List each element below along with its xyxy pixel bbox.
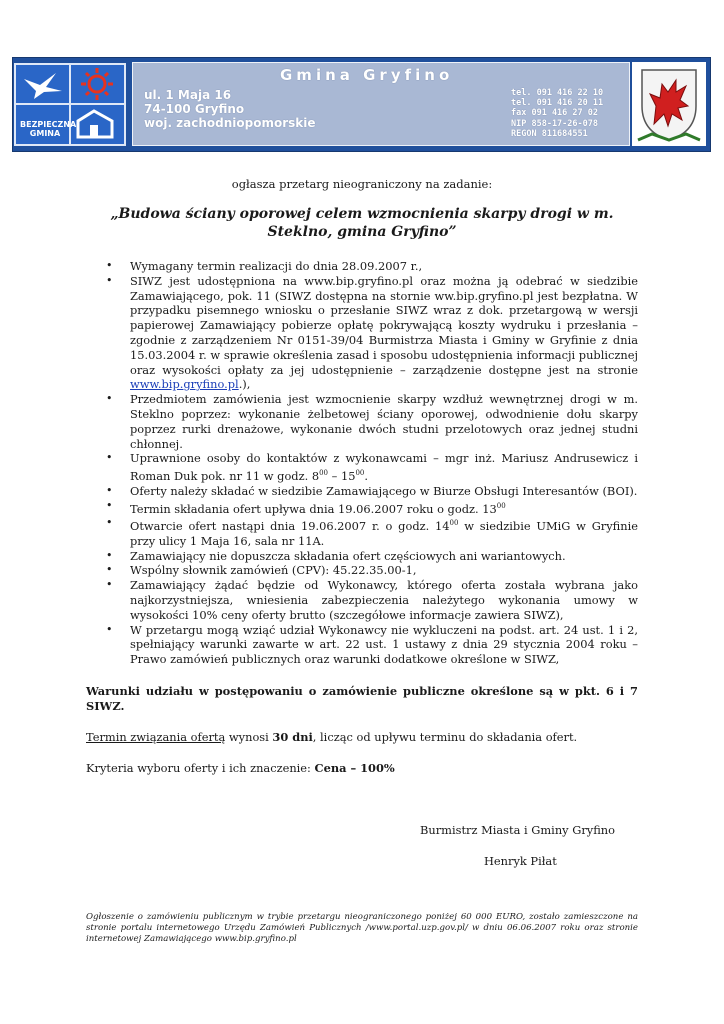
- item-text: Termin składania ofert upływa dnia 19.06.2007 roku o godz. 13: [130, 501, 497, 516]
- binding-period: [86, 730, 638, 744]
- address-line: woj. zachodniopomorskie: [144, 116, 316, 130]
- list-item: [104, 484, 638, 499]
- bullet-icon: •: [106, 578, 113, 592]
- item-text: Zamawiający nie dopuszcza składania ofert częściowych ani wariantowych.: [130, 548, 566, 563]
- item-text: – 15: [328, 468, 356, 483]
- intro-text: ogłasza przetarg nieograniczony na zadanie:: [231, 177, 493, 191]
- bullet-icon: •: [106, 273, 113, 287]
- item-text: W przetargu mogą wziąć udział Wykonawcy nie wykluczeni na podst. art. 24 ust. 1 i 2, spełniający warunki zawarte w art. 22 ust. 1 ustawy z dnia 29 stycznia 2004 roku – Prawo zamówień publicznych oraz warunki dodatkowe określone w SIWZ,: [130, 622, 638, 667]
- list-item: [104, 549, 638, 564]
- bullet-icon: •: [106, 498, 113, 512]
- list-item: [104, 259, 638, 274]
- sun-icon: [81, 68, 113, 100]
- list-item: [104, 578, 638, 622]
- bullet-icon: •: [106, 483, 113, 497]
- time-superscript: 00: [319, 469, 329, 478]
- tender-title-line: „Budowa ściany oporowej celem wzmocnienia skarpy drogi w m.: [110, 206, 614, 222]
- bullet-icon: •: [106, 548, 113, 562]
- time-superscript: 00: [355, 469, 365, 478]
- coat-of-arms: [632, 62, 706, 146]
- binding-rest: , licząc od upływu terminu do składania ofert.: [312, 730, 578, 744]
- logo-text: BEZPIECZNA GMINA: [20, 120, 77, 138]
- contact-line: tel. 091 416 20 11: [511, 98, 604, 109]
- time-superscript: 00: [449, 519, 459, 528]
- signatory-name: Henryk Piłat: [484, 854, 557, 868]
- item-text: Oferty należy składać w siedzibie Zamawiającego w Biurze Obsługi Interesantów (BOI).: [130, 483, 638, 498]
- list-item: [104, 451, 638, 483]
- item-text: .: [364, 468, 368, 483]
- binding-mid: wynosi: [225, 730, 273, 744]
- bullet-icon: •: [106, 563, 113, 577]
- item-text: .),: [238, 377, 251, 392]
- footer-note: Ogłoszenie o zamówieniu publicznym w trybie przetargu nieograniczonego poniżej 60 000 EURO, zostało zamieszczone na stronie portalu internetowego Urzędu Zamówień Publicznych /www.portal.uzp.gov.pl/ w dniu 06.06.2007 roku oraz stronie internetowej Zamawiającego www.bip.gryfino.pl: [86, 912, 638, 944]
- bullet-icon: •: [106, 451, 113, 465]
- bip-link[interactable]: www.bip.gryfino.pl: [130, 377, 239, 392]
- signatory-office: Burmistrz Miasta i Gminy Gryfino: [420, 823, 615, 837]
- item-text: Otwarcie ofert nastąpi dnia 19.06.2007 r. o godz. 14: [130, 518, 450, 533]
- tender-title: [100, 205, 624, 241]
- item-text: Uprawnione osoby do kontaktów z wykonawcami – mgr inż. Mariusz Andrusewicz i Roman Duk pok. nr 11 w godz. 8: [130, 451, 638, 483]
- item-text: Wspólny słownik zamówień (CPV): 45.22.35.00-1,: [130, 563, 417, 578]
- item-text: w siedzibie UMiG w Gryfinie przy ulicy 1 Maja 16, sala nr 11A.: [130, 518, 638, 548]
- bezpieczna-gmina-logo: [14, 63, 126, 146]
- contact-line: tel. 091 416 22 10: [511, 88, 604, 98]
- contact-line: NIP 858-17-26-078: [511, 118, 598, 129]
- item-text: Przedmiotem zamówienia jest wzmocnienie skarpy wzdłuż wewnętrznej drogi w m. Steklno poprzez: wykonanie żelbetowej ściany oporowej, odwodnienie dołu skarpy poprzez rurki drenażowe, wykonanie dwóch studni przelotowych oraz jednej studni chłonnej.: [130, 392, 638, 451]
- header-title: Gmina Gryfino: [280, 66, 454, 84]
- item-text: Wymagany termin realizacji do dnia 28.09.2007 r.,: [130, 259, 423, 273]
- griffin-crest-icon: [632, 62, 706, 146]
- time-superscript: 00: [496, 501, 506, 510]
- bullet-icon: •: [106, 259, 113, 272]
- tender-title-line: Steklno, gmina Gryfino”: [267, 224, 457, 240]
- selection-criteria: [86, 761, 638, 775]
- list-item: [104, 499, 638, 517]
- item-text: SIWZ jest udostępniona na www.bip.gryfino.pl oraz można ją odebrać w siedzibie Zamawiającego, pok. 11 (SIWZ dostępna na stornie ww.bip.gryfino.pl jest bezpłatna. W przypadku pisemnego wniosku o przesłanie SIWZ wraz z dok. przetargową w wersji papierowej Zamawiający pobierze opłatę pokrywającą koszty wydruku i przesłania – zgodnie z zarządzeniem Nr 0151-39/04 Burmistrza Miasta i Gminy w Gryfinie z dnia 15.03.2004 r. w sprawie określenia zasad i sposobu udostępnienia informacji publicznej oraz wysokości opłaty za jej udostępnienie – zarządzenie dostępne jest na stronie: [130, 273, 638, 377]
- address-line: 74-100 Gryfino: [144, 102, 245, 116]
- bullet-icon: •: [106, 622, 113, 636]
- list-item: [104, 516, 638, 548]
- participation-conditions: Warunki udziału w postępowaniu o zamówienie publiczne określone są w pkt. 6 i 7 SIWZ.: [86, 684, 638, 713]
- header-contacts: [511, 88, 603, 139]
- list-item: [104, 392, 638, 451]
- item-text: Zamawiający żądać będzie od Wykonawcy, którego oferta została wybrana jako najkorzystniejsza, wniesienia zabezpieczenia należytego wykonania umowy w wysokości 10% ceny oferty brutto (szczegółowe informacje zawiera SIWZ),: [130, 578, 638, 622]
- criteria-label: Kryteria wyboru oferty i ich znaczenie:: [86, 761, 315, 775]
- header-address: [144, 88, 316, 130]
- bullet-icon: •: [106, 516, 113, 530]
- list-item: [104, 563, 638, 578]
- criteria-value: Cena – 100%: [314, 761, 395, 775]
- swallow-icon: [24, 73, 62, 99]
- binding-label: Termin związania ofertą: [86, 730, 226, 744]
- requirements-list: [104, 259, 638, 667]
- address-line: ul. 1 Maja 16: [144, 88, 232, 102]
- contact-line: REGON 811684551: [511, 128, 588, 139]
- list-item: [104, 623, 638, 667]
- binding-value: 30 dni: [272, 730, 313, 744]
- bullet-icon: •: [106, 392, 113, 406]
- contact-line: fax 091 416 27 02: [511, 108, 598, 119]
- list-item: [104, 274, 638, 392]
